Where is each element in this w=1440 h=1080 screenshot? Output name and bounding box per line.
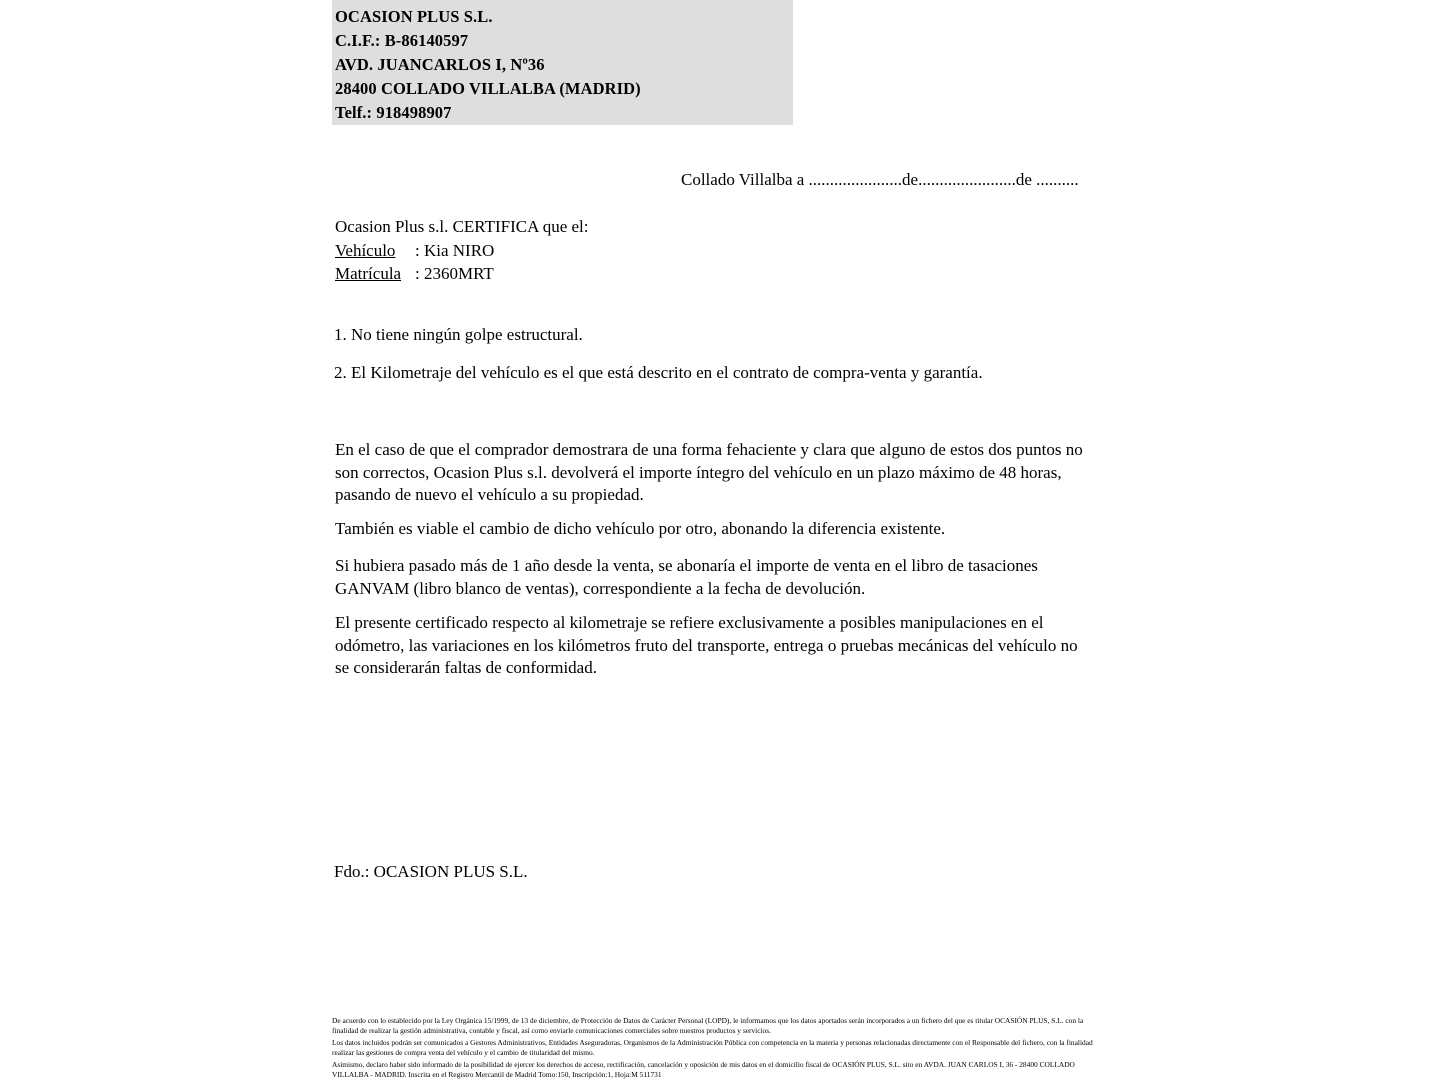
legal-paragraph-3: Asimismo, declaro haber sido informado de la posibilidad de ejercer los derechos de acceso, rectificación, cancelación y oposición de mis datos en el domicilio fiscal de OCASIÓN PLUS, S.L. sito en AVDA. JUAN CARLOS I, 36 - 28400 COLLADO VILLALBA - MADRID. Inscrita en el Registro Mercantil de Madrid Tomo:150, Inscripción:1, Hoja:M 511731 (332, 1060, 1075, 1079)
place-and-date-line: Collado Villalba a ......................de.......................de .......... (681, 170, 1079, 189)
vehicle-value: : Kia NIRO (415, 240, 495, 260)
legal-paragraph-1: De acuerdo con lo establecido por la Ley Orgánica 15/1999, de 13 de diciembre, de Protección de Datos de Carácter Personal (LOPD), le informamos que los datos aportados serán incorporados a un fichero del que es titular OCASIÓN PLUS, S.L. con la finalidad de realizar la gestión administrativa, contable y fiscal, así como enviarle comunicaciones comerciales sobre nuestros productos y servicios. (332, 1016, 1084, 1035)
certifies-intro: Ocasion Plus s.l. CERTIFICA que el: (335, 217, 589, 236)
company-header-box (332, 0, 793, 125)
legal-notice (332, 1016, 1107, 1080)
paragraph-exchange: También es viable el cambio de dicho vehículo por otro, abonando la diferencia existente. (335, 519, 946, 538)
point-2: 2. El Kilometraje del vehículo es el que está descrito en el contrato de compra-venta y garantía. (334, 363, 983, 382)
company-address: AVD. JUANCARLOS I, Nº36 (335, 55, 545, 74)
company-city: 28400 COLLADO VILLALBA (MADRID) (335, 79, 641, 98)
paragraph-refund: En el caso de que el comprador demostrara de una forma fehaciente y clara que alguno de estos dos puntos no son correctos, Ocasion Plus s.l. devolverá el importe íntegro del vehículo en un plazo máximo de 48 horas, pasando de nuevo el vehículo a su propiedad. (335, 440, 1083, 504)
company-name: OCASION PLUS S.L. (335, 7, 493, 26)
company-cif: C.I.F.: B-86140597 (335, 31, 469, 50)
vehicle-row (335, 239, 589, 263)
legal-paragraph-2: Los datos incluidos podrán ser comunicados a Gestores Administrativos, Entidades Aseguradoras, Organismos de la Administración Pública con competencia en la materia y personas relacionadas directamente con el Responsable del fichero, con la finalidad realizar las gestiones de compra venta del vehículo y el cambio de titularidad del mismo. (332, 1038, 1093, 1057)
plate-row (335, 262, 589, 286)
point-1: 1. No tiene ningún golpe estructural. (334, 325, 583, 344)
paragraph-odometer: El presente certificado respecto al kilometraje se refiere exclusivamente a posibles manipulaciones en el odómetro, las variaciones en los kilómetros fruto del transporte, entrega o pruebas mecánicas del vehículo no se considerarán faltas de conformidad. (335, 613, 1078, 677)
company-phone: Telf.: 918498907 (335, 103, 452, 122)
vehicle-label: Vehículo (335, 240, 396, 260)
paragraph-ganvam: Si hubiera pasado más de 1 año desde la venta, se abonaría el importe de venta en el libro de tasaciones GANVAM (libro blanco de ventas), correspondiente a la fecha de devolución. (335, 556, 1038, 598)
certification-block (335, 215, 589, 286)
signature-line: Fdo.: OCASION PLUS S.L. (334, 862, 528, 881)
plate-label: Matrícula (335, 264, 402, 283)
plate-value: : 2360MRT (415, 264, 494, 283)
